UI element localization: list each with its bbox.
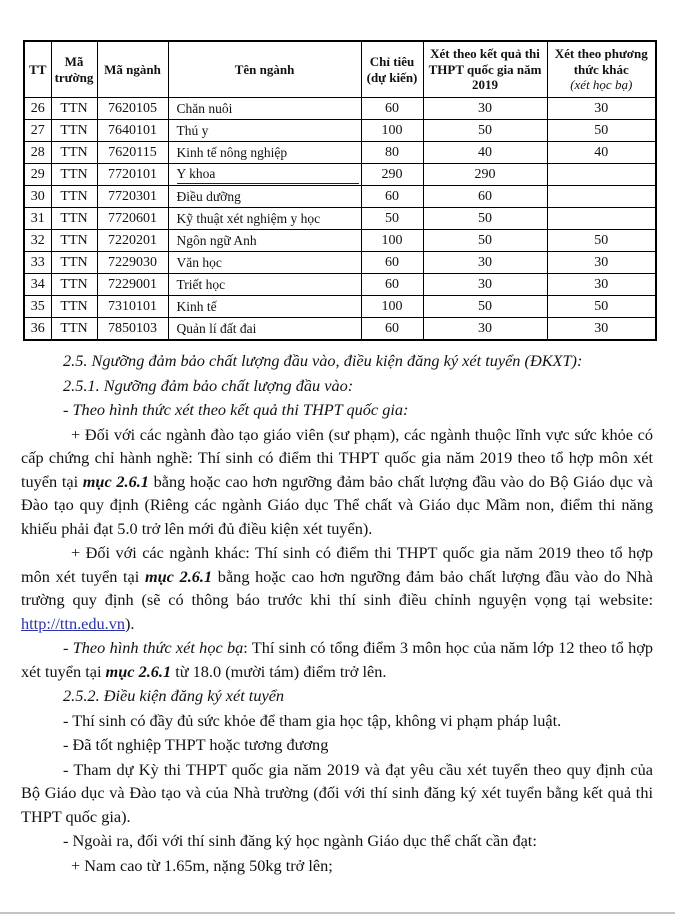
table-row — [24, 252, 656, 274]
male-requirement-item — [21, 854, 653, 878]
cell-other-score: 50 — [547, 296, 656, 318]
header-school-line1: Mã — [64, 53, 84, 69]
cell-tt: 34 — [24, 274, 51, 296]
cell-tt: 30 — [24, 186, 51, 208]
header-cell-major-name: Tên ngành — [168, 41, 361, 98]
cell-quota: 80 — [361, 142, 423, 164]
text-segment: - Theo hình thức xét học bạ — [63, 638, 244, 657]
cell-quota: 100 — [361, 296, 423, 318]
table-row — [24, 186, 656, 208]
cell-tt: 35 — [24, 296, 51, 318]
cell-school-code: TTN — [51, 296, 97, 318]
cell-major-name — [168, 186, 361, 208]
cell-school-code: TTN — [51, 164, 97, 186]
text-segment: : Thí sinh có tổng điểm 3 môn học của năm lớp 12 theo tổ hợp xét tuyển tại — [21, 638, 654, 681]
header-school-line2: trường — [54, 69, 94, 85]
text-segment: bằng hoặc cao hơn ngưỡng đảm bảo chất lượng đầu vào do Nhà trường quy định (sẽ có thông báo trước khi thí sinh điều chỉnh nguyện vọng tại website: — [21, 566, 653, 609]
cell-major-code: 7620105 — [97, 98, 168, 120]
text-segment: bằng hoặc cao hơn ngưỡng đảm bảo chất lượng đầu vào do Bộ Giáo dục và Đào tạo quy định (Riêng các ngành Giáo dục Thể chất và Giáo dục Mầm non, điểm thi năng khiếu phải đạt 5.0 trở lên mới đủ điều kiện xét tuyển). — [21, 471, 653, 538]
thpt-method-lead — [21, 398, 653, 422]
cell-other-score: 40 — [547, 142, 656, 164]
cell-thpt-score: 50 — [423, 230, 547, 252]
table-body — [24, 98, 656, 341]
cell-tt: 36 — [24, 318, 51, 341]
cell-thpt-score: 60 — [423, 186, 547, 208]
header-cell-major-code: Mã ngành — [97, 41, 168, 98]
major-name-text: Văn học — [176, 254, 222, 270]
text-segment: 2.5. Ngưỡng đảm bảo chất lượng đầu vào, điều kiện đăng ký xét tuyển (ĐKXT): — [63, 351, 583, 370]
header-other-method-label: Xét theo phương thức khác — [554, 45, 648, 77]
text-segment: 2.5.1. Ngưỡng đảm bảo chất lượng đầu vào: — [63, 375, 354, 395]
text-segment: - Tham dự Kỳ thi THPT quốc gia năm 2019 và đạt yêu cầu xét tuyển theo quy định của Bộ Giáo dục và Đào tạo và của Nhà trường (đối với thí sinh đăng ký xét tuyển bằng kết quả thi THPT quốc gia). — [21, 759, 653, 826]
cell-other-score — [547, 164, 656, 186]
table-row — [24, 296, 656, 318]
major-name-text: Y khoa — [177, 166, 359, 184]
header-cell-thpt-result: Xét theo kết quả thi THPT quốc gia năm 2019 — [423, 41, 547, 98]
cell-thpt-score: 30 — [423, 318, 547, 341]
cell-other-score: 30 — [547, 318, 656, 341]
cell-school-code: TTN — [51, 252, 97, 274]
cell-thpt-score: 290 — [423, 164, 547, 186]
cell-other-score: 50 — [547, 230, 656, 252]
major-name-text: Kinh tế nông nghiệp — [176, 144, 288, 160]
cell-quota: 60 — [361, 252, 423, 274]
cell-major-name — [168, 98, 361, 120]
header-quota-line1: Chỉ tiêu — [369, 53, 415, 69]
cell-quota: 60 — [361, 98, 423, 120]
other-majors-paragraph — [21, 541, 653, 635]
text-segment: + Đối với các ngành khác: Thí sinh có điểm thi THPT quốc gia năm 2019 theo tổ hợp môn xét tuyển tại — [21, 543, 653, 586]
table-row — [24, 318, 656, 341]
cell-quota: 100 — [361, 230, 423, 252]
cell-major-code: 7310101 — [97, 296, 168, 318]
cell-major-code: 7850103 — [97, 318, 168, 341]
cell-thpt-score: 50 — [423, 120, 547, 142]
cell-major-name — [168, 164, 361, 186]
major-name-text: Điều dưỡng — [176, 188, 241, 204]
text-segment: mục 2.6.1 — [105, 661, 172, 681]
cell-school-code: TTN — [51, 230, 97, 252]
text-segment: - Theo hình thức xét theo kết quả thi THPT quốc gia: — [63, 400, 409, 419]
header-cell-other-method — [547, 41, 656, 98]
major-name-text: Triết học — [176, 276, 226, 292]
text-segment: - Đã tốt nghiệp THPT hoặc tương đương — [63, 735, 329, 754]
cell-major-name — [168, 252, 361, 274]
cell-major-code: 7720101 — [97, 164, 168, 186]
text-segment: mục 2.6.1 — [144, 566, 213, 586]
admissions-table — [23, 40, 657, 341]
text-segment: 2.5.2. Điều kiện đăng ký xét tuyển — [63, 686, 285, 705]
text-segment: từ 18.0 (mười tám) điểm trở lên. — [171, 661, 387, 681]
text-segment: - Thí sinh có đầy đủ sức khỏe để tham gia học tập, không vi phạm pháp luật. — [63, 710, 562, 730]
header-cell-school-code — [51, 41, 97, 98]
cell-major-code: 7720301 — [97, 186, 168, 208]
header-other-method-sub: (xét học bạ) — [570, 77, 633, 93]
cell-tt: 33 — [24, 252, 51, 274]
text-segment: + Đối với các ngành đào tạo giáo viên (sư phạm), các ngành thuộc lĩnh vực sức khỏe có cấp chứng chỉ hành nghề: Thí sinh có điểm thi THPT quốc gia năm 2019 theo tổ hợp môn xét tuyển tại — [21, 424, 653, 491]
cell-major-code: 7220201 — [97, 230, 168, 252]
text-segment: mục 2.6.1 — [82, 471, 149, 491]
header-quota-line2: (dự kiến) — [366, 69, 418, 85]
cell-thpt-score: 40 — [423, 142, 547, 164]
cell-school-code: TTN — [51, 274, 97, 296]
exam-participation-item — [21, 758, 653, 829]
major-name-text: Thú y — [176, 122, 209, 138]
health-condition-item — [21, 709, 653, 733]
cell-major-name — [168, 230, 361, 252]
cell-other-score: 30 — [547, 274, 656, 296]
text-segment: + Nam cao từ 1.65m, nặng 50kg trở lên; — [71, 855, 333, 875]
cell-tt: 32 — [24, 230, 51, 252]
cell-quota: 100 — [361, 120, 423, 142]
cell-tt: 28 — [24, 142, 51, 164]
cell-tt: 31 — [24, 208, 51, 230]
document-body — [0, 341, 675, 877]
cell-quota: 60 — [361, 274, 423, 296]
cell-school-code: TTN — [51, 318, 97, 341]
table-header-row — [24, 41, 656, 98]
physical-education-item — [21, 829, 653, 853]
cell-major-name — [168, 296, 361, 318]
cell-major-name — [168, 318, 361, 341]
cell-quota: 290 — [361, 164, 423, 186]
cell-quota: 60 — [361, 186, 423, 208]
major-name-text: Quản lí đất đai — [176, 320, 257, 336]
text-segment: - Ngoài ra, đối với thí sinh đăng ký học ngành Giáo dục thể chất cần đạt: — [63, 831, 537, 850]
cell-thpt-score: 30 — [423, 252, 547, 274]
cell-other-score: 30 — [547, 252, 656, 274]
table-row — [24, 142, 656, 164]
major-name-text: Kinh tế — [176, 298, 217, 314]
section-2-5-2-heading — [21, 684, 653, 708]
table-row — [24, 230, 656, 252]
cell-other-score — [547, 208, 656, 230]
cell-major-name — [168, 120, 361, 142]
text-segment: ). — [125, 613, 135, 633]
cell-major-code: 7229030 — [97, 252, 168, 274]
table-row — [24, 274, 656, 296]
teacher-health-majors-paragraph — [21, 423, 653, 541]
cell-school-code: TTN — [51, 186, 97, 208]
cell-thpt-score: 50 — [423, 208, 547, 230]
cell-major-name — [168, 274, 361, 296]
section-2-5-heading — [21, 349, 653, 373]
cell-quota: 50 — [361, 208, 423, 230]
cell-major-code: 7620115 — [97, 142, 168, 164]
table-row — [24, 164, 656, 186]
header-cell-tt: TT — [24, 41, 51, 98]
cell-school-code: TTN — [51, 120, 97, 142]
section-2-5-1-heading — [21, 374, 653, 398]
website-link[interactable]: http://ttn.edu.vn — [21, 613, 126, 633]
cell-tt: 29 — [24, 164, 51, 186]
major-name-text: Chăn nuôi — [176, 100, 233, 116]
cell-major-code: 7640101 — [97, 120, 168, 142]
cell-major-name — [168, 208, 361, 230]
table-row — [24, 98, 656, 120]
cell-major-name — [168, 142, 361, 164]
cell-other-score — [547, 186, 656, 208]
scan-artifact-line — [0, 912, 675, 914]
table-row — [24, 120, 656, 142]
header-cell-quota — [361, 41, 423, 98]
cell-other-score: 30 — [547, 98, 656, 120]
table-row — [24, 208, 656, 230]
major-name-text: Kỹ thuật xét nghiệm y học — [176, 210, 321, 226]
cell-thpt-score: 30 — [423, 98, 547, 120]
document-page — [0, 40, 675, 915]
cell-school-code: TTN — [51, 98, 97, 120]
cell-tt: 26 — [24, 98, 51, 120]
cell-school-code: TTN — [51, 142, 97, 164]
cell-thpt-score: 30 — [423, 274, 547, 296]
graduation-condition-item — [21, 733, 653, 757]
cell-quota: 60 — [361, 318, 423, 341]
cell-other-score: 50 — [547, 120, 656, 142]
cell-tt: 27 — [24, 120, 51, 142]
transcript-method-paragraph — [21, 636, 653, 683]
cell-major-code: 7720601 — [97, 208, 168, 230]
major-name-text: Ngôn ngữ Anh — [176, 232, 257, 248]
cell-major-code: 7229001 — [97, 274, 168, 296]
cell-thpt-score: 50 — [423, 296, 547, 318]
cell-school-code: TTN — [51, 208, 97, 230]
